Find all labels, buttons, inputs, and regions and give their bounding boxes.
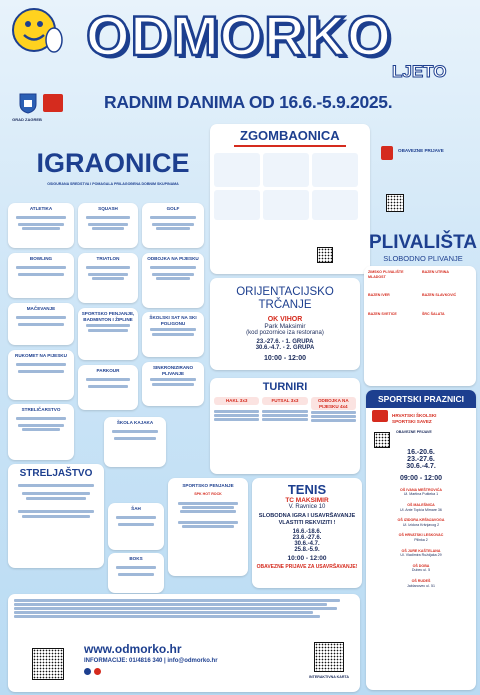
zgombaonica-title: ZGOMBAONICA [240,128,340,143]
card-golf [142,203,204,248]
card-boks [108,553,164,593]
card-title: GOLF [166,206,180,211]
card-title: SINKRONIZIRANO PLIVANJE [152,365,194,376]
map-label: INTERAKTIVNA KARTA [309,675,349,679]
card-title: ODBOJKA NA PIJESKU [147,256,199,261]
card-atletika [8,203,74,248]
school-name: OŠ MALEŠNICA [407,502,435,507]
orijentacija-place: Park Maksimir [264,323,306,330]
school-address: Ul. Ante Topića Mimare 36 [400,507,442,512]
tenis-title: TENIS [287,482,327,497]
card-skola-kajaka [104,417,166,467]
school-address: Pilinka 2 [414,537,428,542]
odmorko-title: ODMORKO [86,4,392,67]
card-title: STRELJAŠTVO [19,468,93,479]
school-name: OŠ DOBA [412,563,430,568]
prijave-label: OBAVEZNE PRIJAVE [398,148,444,153]
card-triatlon [78,253,138,303]
praznici-org-2: SPORTSKI SAVEZ [392,418,432,424]
venue-name: BAZEN IVER [368,293,390,298]
card-title: SQUASH [98,206,118,211]
card-title: ATLETIKA [29,206,53,211]
card-penjanje-badminton [78,308,138,360]
penjanje-panel [168,478,248,576]
school-name: OŠ IZIDORA KRŠNJAVOGA [397,518,445,523]
praznici-panel [366,390,476,690]
praznici-prijava: OBAVEZNE PRIJAVE [396,430,432,435]
card-title: BOKS [129,556,143,561]
orijentacija-panel [210,278,360,370]
card-title: STRELIČARSTVO [21,407,61,412]
orijentacija-group-1: 23.-27.6. - 1. GRUPA [256,339,314,345]
card-sah [108,503,164,550]
card-title: ŠKOLA KAJAKA [116,420,154,425]
venue-name: BAZEN UTRINA [422,270,449,274]
praznici-org-1: HRVATSKI ŠKOLSKI [392,413,437,418]
venue-name: ŠRC ŠALATA [422,311,445,316]
tenis-note: SLOBODNA IGRA I USAVRŠAVANJE VLASTITI REKVIZITI ! [258,513,356,526]
card-sinkronizirano [142,362,204,406]
praznici-time: 09:00 - 12:00 [399,474,443,482]
school-address: Ul. Vladimira Ruždjaka 29 [400,553,442,558]
orijentacija-title: ORIJENTACIJSKO TRČANJE [236,286,334,311]
zgombaonica-panel [210,124,370,274]
instagram-icon[interactable] [94,668,101,675]
turnir-name: HAKL 3x3 [214,397,259,405]
tenis-date: 25.8.-5.9. [294,546,320,553]
school-name: OŠ IVANA MEŠTROVIĆA [400,487,442,492]
praznici-date: 30.6.-4.7. [406,462,436,470]
orijentacija-group-2: 30.6.-4.7. - 2. GRUPA [255,345,315,351]
card-squash [78,203,138,248]
footer-panel [8,594,360,692]
footer-qr-code[interactable] [32,648,64,680]
igraonice-subtitle: OSIGURANA SREDSTVA I POMAGALA PRILAGOĐENA DOBNIM SKUPINAMA [47,182,179,186]
igraonice-title: IGRAONICE [36,148,190,178]
school-name: OŠ RUDEŠ [411,578,431,583]
card-streljacarstvo [8,404,74,460]
school-address: Ul. Martina Pušteka 1 [403,492,439,497]
card-odbojka-pijesak [142,253,204,308]
venue-name: BAZEN SVETICE [368,311,397,316]
praznici-date: 16.-20.6. [407,448,435,456]
card-macevanje [8,303,74,345]
tenis-date: 16.6.-18.6. [292,528,322,535]
city-label: GRAD ZAGREB [12,117,42,122]
orijentacija-club: OK VIHOR [267,316,303,323]
school-address: Ul. Izidora Kršnjavog 2 [402,522,440,527]
turniri-panel [210,378,360,474]
orijentacija-note: (kod pozornice iza restorana) [246,330,324,336]
card-title: RUKOMET NA PIJESKU [15,353,67,358]
hss-logo-icon [372,410,388,422]
plivalista-subtitle: SLOBODNO PLIVANJE [383,254,463,263]
partner-logo-icon [43,94,63,112]
zgombaonica-qr-code[interactable] [317,247,333,263]
plivalista-panel [364,266,476,386]
praznici-title: SPORTSKI PRAZNICI [366,390,476,408]
card-title: BOWLING [29,256,53,261]
school-name: OŠ JURE KAŠTELANA [401,548,441,553]
facebook-icon[interactable] [84,668,91,675]
card-parkour [78,365,138,410]
tenis-club: TC MAKSIMIR [285,497,329,504]
card-title: ŠKOLSKI SAT NA SKI POLIGONU [149,315,197,326]
contact-info[interactable]: INFORMACIJE: 01/4816 340 | info@odmorko.hr [84,658,218,664]
plivalista-title: PLIVALIŠTA [368,232,478,253]
turnir-name: ODBOJKA NA PIJESKU 4x4 [311,397,356,410]
info-icon [381,146,393,160]
social-icons[interactable] [84,668,101,675]
card-ski-poligon [142,312,204,357]
penjanje-club: SPK HOT ROCK [194,491,222,496]
tenis-time: 10:00 - 12:00 [287,554,327,562]
tenis-address: V. Ravnice 10 [288,504,326,510]
penjanje-title: SPORTSKO PENJANJE [182,483,234,488]
card-bowling [8,253,74,298]
map-qr-code[interactable] [314,642,344,672]
venue-name: ZIMSKO PLIVALIŠTE MLADOST [368,270,404,279]
card-title: MAČEVANJE [26,306,56,311]
tenis-date: 30.6.-4.7. [294,540,320,547]
card-rukomet-pijesak [8,350,74,400]
orijentacija-time: 10:00 - 12:00 [263,355,307,362]
school-address: Dubec ul. 5 [411,568,431,573]
school-name: OŠ HRVATSKI LESKOVAC [398,533,444,538]
card-title: SPORTSKO PENJANJE, BADMINTON I ŽIPLINE [81,311,135,322]
card-title: PARKOUR [96,368,120,373]
tenis-panel [252,478,362,588]
card-title: ŠAH [131,506,141,511]
prijave-qr-code[interactable] [386,194,404,212]
date-range-heading: RADNIM DANIMA OD 16.6.-5.9.2025. [104,92,393,112]
card-streljastvo [8,464,104,568]
praznici-qr-code[interactable] [374,432,390,448]
website-link[interactable]: www.odmorko.hr [84,642,182,656]
venue-name: BAZEN SLAVKOVIĆ [422,293,457,298]
turniri-title: TURNIRI [262,381,308,393]
zagreb-coat-of-arms-icon [17,92,39,114]
tenis-prijava: OBAVEZNE PRIJAVE ZA USAVRŠAVANJE! [256,563,358,570]
ljeto-label: LJETO [392,62,447,81]
praznici-date: 23.-27.6. [407,455,435,463]
school-address: Jablanovec ul. 51 [407,583,435,588]
card-title: TRIATLON [96,256,120,261]
turnir-name: FUTSAL 3x3 [262,397,307,405]
mascot-logo [10,4,66,60]
tenis-date: 23.6.-27.6. [292,534,322,541]
